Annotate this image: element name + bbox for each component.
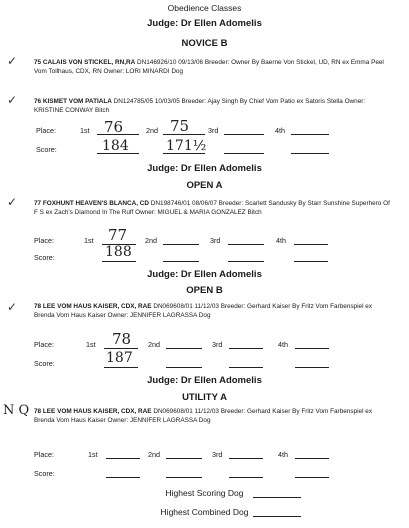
score-label: Score: [34, 469, 55, 478]
dog-name: LEE VOM HAUS KAISER, CDX, RAE [42, 408, 152, 415]
entry-number: 77 [34, 200, 42, 207]
fourth-label: 4th [276, 236, 286, 245]
score-label: Score: [36, 145, 57, 154]
second-place-line [163, 244, 199, 245]
first-score-handwritten: 184 [102, 138, 129, 154]
second-place-line [166, 348, 202, 349]
entry-details: DN198746/01 08/06/07 Breeder: Scarlett Sandusky By Starr Sunshine Superhero Of F S ex Zach's Diamond In The Ruff Owner: MIGUEL & MARIA GONZALEZ Bitch [34, 200, 390, 216]
score-label: Score: [34, 253, 55, 262]
entry-number: 78 [34, 408, 42, 415]
entry-number: 78 [34, 303, 42, 310]
highest-scoring-dog-line [253, 497, 301, 498]
first-place-handwritten: 77 [108, 226, 128, 244]
fourth-score-line [295, 477, 329, 478]
first-score-line [106, 477, 140, 478]
judge-heading-open-a: Judge: Dr Ellen Adomelis [147, 163, 262, 174]
highest-combined-dog-label: Highest Combined Dog [160, 507, 249, 517]
third-place-line [224, 134, 264, 135]
second-score-line [166, 367, 202, 368]
place-label: Place: [34, 340, 54, 349]
third-place-line [228, 244, 264, 245]
second-score-line [166, 477, 202, 478]
entry-number: 75 [34, 59, 42, 66]
class-heading-open-b: OPEN B [186, 285, 223, 296]
second-score-line [163, 261, 199, 262]
first-score-handwritten: 187 [106, 350, 133, 366]
entry-78-utility-a [34, 407, 394, 425]
entry-number: 76 [34, 98, 42, 105]
judge-heading-open-b: Judge: Dr Ellen Adomelis [147, 269, 262, 280]
dog-name: LEE VOM HAUS KAISER, CDX, RAE [42, 303, 152, 310]
first-place-line [104, 348, 138, 349]
entry-details: DN069608/01 11/12/03 Breeder: Gerhard Kaiser By Fritz Vom Farbenspiel ex Brenda Vom Haus Kaiser Owner: JENNIFER LAGRASSA Dog [34, 408, 373, 424]
entry-details: DN069608/01 11/12/03 Breeder: Gerhard Kaiser By Fritz Vom Farbenspiel ex Brenda Vom Haus Kaiser Owner: JENNIFER LAGRASSA Dog [34, 303, 373, 319]
nq-handwritten-mark: N Q [3, 403, 30, 418]
second-label: 2nd [148, 450, 160, 459]
entry-details: DN124785/05 10/03/05 Breeder: Ajay Singh By Chief Vom Patio ex Satoris Stella Owner: KRISTINE CONWAY Bitch [34, 98, 366, 114]
entry-details: DN146926/10 09/13/06 Breeder: Owner By Baerne Von Stickel, UD, RN ex Emma Peel Vom Tollhaus, CDX, RN Owner: LORI MINARDI Dog [34, 59, 384, 75]
place-label: Place: [36, 126, 56, 135]
first-label: 1st [80, 126, 90, 135]
entry-78-open-b [34, 302, 394, 320]
fourth-label: 4th [275, 126, 285, 135]
third-place-line [229, 348, 263, 349]
third-label: 3rd [210, 236, 221, 245]
first-score-handwritten: 188 [105, 244, 132, 260]
dog-name: FOXHUNT HEAVEN'S BLANCA, CD [42, 200, 150, 207]
highest-combined-dog-line [253, 516, 301, 517]
second-label: 2nd [145, 236, 157, 245]
fourth-place-line [295, 458, 329, 459]
entry-76 [34, 97, 394, 115]
first-place-handwritten: 78 [112, 330, 132, 348]
fourth-place-line [294, 244, 328, 245]
third-label: 3rd [208, 126, 219, 135]
fourth-label: 4th [278, 450, 288, 459]
fourth-place-line [295, 348, 329, 349]
entry-75 [34, 58, 394, 76]
entry-77 [34, 199, 394, 217]
fourth-place-line [291, 134, 329, 135]
dog-name: CALAIS VON STICKEL, RN,RA [42, 59, 136, 66]
check-mark-78: ✓ [7, 300, 18, 314]
third-score-line [228, 261, 264, 262]
third-score-line [224, 153, 264, 154]
place-label: Place: [34, 236, 54, 245]
second-place-line [166, 458, 202, 459]
first-score-line [102, 261, 136, 262]
first-place-handwritten: 76 [104, 118, 124, 136]
third-label: 3rd [212, 340, 223, 349]
first-label: 1st [86, 340, 96, 349]
dog-name: KISMET VOM PATIALA [42, 98, 112, 105]
score-label: Score: [34, 359, 55, 368]
place-label: Place: [34, 450, 54, 459]
check-mark-77: ✓ [7, 195, 18, 209]
fourth-score-line [291, 153, 329, 154]
first-place-line [106, 458, 140, 459]
first-label: 1st [88, 450, 98, 459]
check-mark-76: ✓ [7, 93, 18, 107]
class-heading-novice-b: NOVICE B [181, 38, 228, 49]
fourth-score-line [295, 367, 329, 368]
third-score-line [229, 477, 263, 478]
second-label: 2nd [148, 340, 160, 349]
fourth-score-line [294, 261, 328, 262]
first-score-line [104, 367, 138, 368]
first-label: 1st [84, 236, 94, 245]
second-score-handwritten: 171½ [166, 138, 207, 154]
document-title: Obedience Classes [167, 3, 242, 13]
class-heading-open-a: OPEN A [186, 180, 223, 191]
judge-heading-utility-a: Judge: Dr Ellen Adomelis [147, 375, 262, 386]
third-place-line [229, 458, 263, 459]
class-heading-utility-a: UTILITY A [182, 392, 227, 403]
third-label: 3rd [212, 450, 223, 459]
second-label: 2nd [146, 126, 158, 135]
judge-heading-novice: Judge: Dr Ellen Adomelis [147, 18, 262, 29]
third-score-line [229, 367, 263, 368]
highest-scoring-dog-label: Highest Scoring Dog [165, 488, 244, 498]
check-mark-75: ✓ [7, 54, 18, 68]
second-place-handwritten: 75 [170, 117, 190, 135]
fourth-label: 4th [278, 340, 288, 349]
